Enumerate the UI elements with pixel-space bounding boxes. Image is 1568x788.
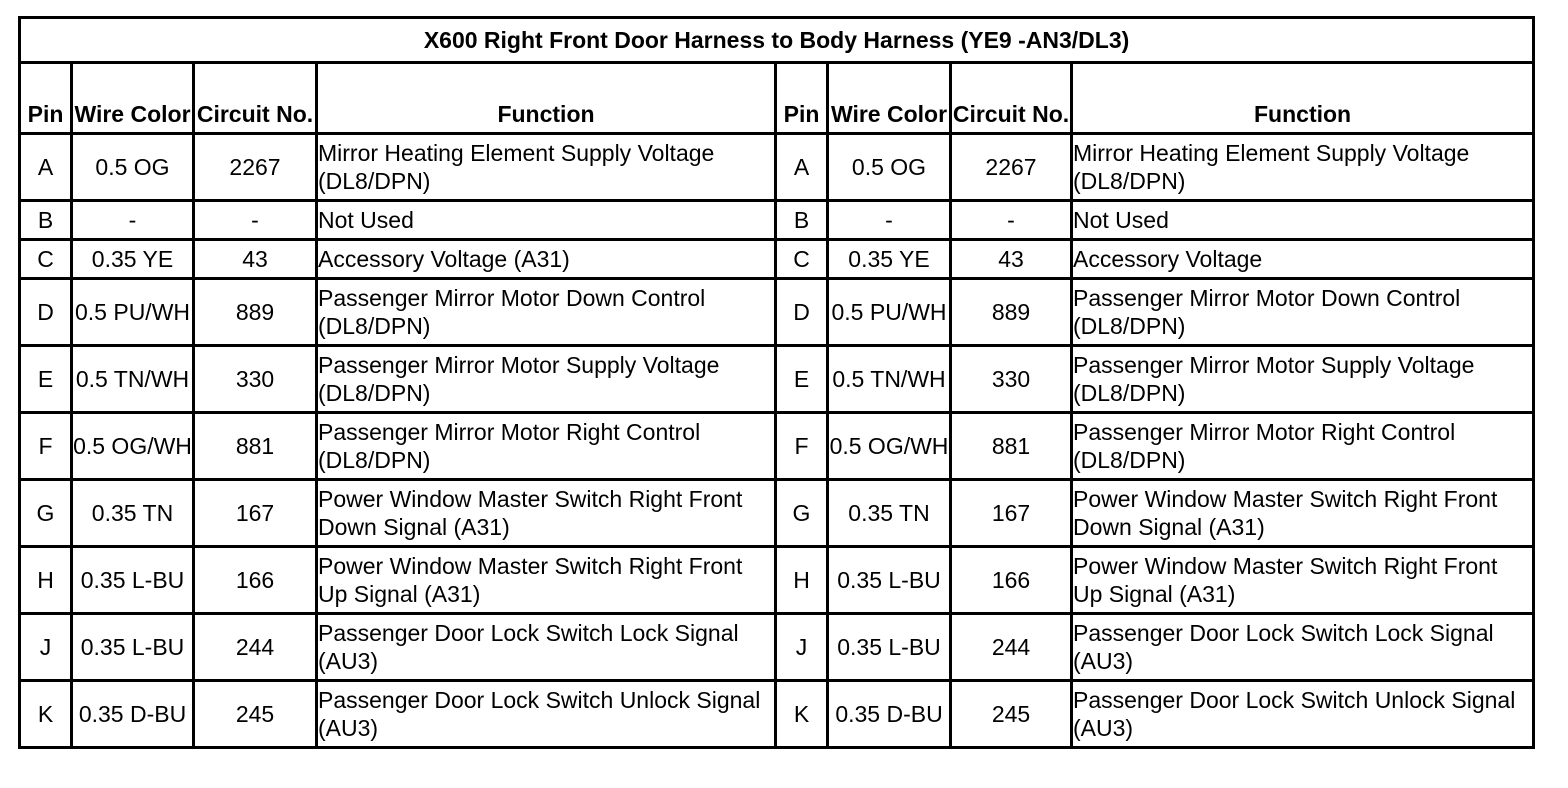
header-function-right: Function: [1072, 63, 1534, 134]
cell-circuit-no-left: 245: [194, 681, 317, 748]
table-title: X600 Right Front Door Harness to Body Harness (YE9 -AN3/DL3): [20, 18, 1534, 63]
cell-pin-right: J: [776, 614, 828, 681]
table-body: [20, 134, 1534, 748]
cell-wire-color-left: 0.35 L-BU: [72, 547, 194, 614]
cell-wire-color-right: 0.35 D-BU: [828, 681, 951, 748]
cell-pin-right: E: [776, 346, 828, 413]
cell-function-left: Power Window Master Switch Right Front Up Signal (A31): [317, 547, 776, 614]
cell-function-left: Passenger Door Lock Switch Unlock Signal (AU3): [317, 681, 776, 748]
cell-function-right: Passenger Door Lock Switch Unlock Signal (AU3): [1072, 681, 1534, 748]
cell-function-right: Passenger Mirror Motor Supply Voltage (DL8/DPN): [1072, 346, 1534, 413]
cell-circuit-no-left: 330: [194, 346, 317, 413]
cell-circuit-no-right: -: [951, 201, 1072, 240]
cell-circuit-no-right: 43: [951, 240, 1072, 279]
cell-function-right: Power Window Master Switch Right Front Down Signal (A31): [1072, 480, 1534, 547]
header-pin-right: Pin: [776, 63, 828, 134]
cell-wire-color-right: 0.35 TN: [828, 480, 951, 547]
cell-circuit-no-left: 43: [194, 240, 317, 279]
cell-wire-color-left: 0.35 L-BU: [72, 614, 194, 681]
cell-pin-right: D: [776, 279, 828, 346]
cell-pin-right: H: [776, 547, 828, 614]
cell-wire-color-right: 0.5 TN/WH: [828, 346, 951, 413]
cell-circuit-no-right: 2267: [951, 134, 1072, 201]
table-row: [20, 413, 1534, 480]
cell-wire-color-right: 0.5 PU/WH: [828, 279, 951, 346]
connector-table: [18, 16, 1535, 749]
table-row: [20, 480, 1534, 547]
cell-pin-right: C: [776, 240, 828, 279]
cell-wire-color-right: 0.5 OG: [828, 134, 951, 201]
cell-circuit-no-right: 244: [951, 614, 1072, 681]
table-row: [20, 201, 1534, 240]
cell-circuit-no-left: 2267: [194, 134, 317, 201]
cell-function-left: Passenger Mirror Motor Right Control (DL8/DPN): [317, 413, 776, 480]
cell-wire-color-left: 0.5 PU/WH: [72, 279, 194, 346]
cell-function-right: Not Used: [1072, 201, 1534, 240]
cell-pin-left: E: [20, 346, 72, 413]
header-pin-left: Pin: [20, 63, 72, 134]
cell-function-right: Accessory Voltage: [1072, 240, 1534, 279]
cell-function-right: Power Window Master Switch Right Front Up Signal (A31): [1072, 547, 1534, 614]
header-wire-color-left: Wire Color: [72, 63, 194, 134]
cell-function-left: Accessory Voltage (A31): [317, 240, 776, 279]
cell-circuit-no-right: 889: [951, 279, 1072, 346]
cell-wire-color-right: 0.35 L-BU: [828, 614, 951, 681]
table-row: [20, 681, 1534, 748]
cell-function-right: Mirror Heating Element Supply Voltage (DL8/DPN): [1072, 134, 1534, 201]
cell-circuit-no-left: 889: [194, 279, 317, 346]
cell-function-left: Passenger Door Lock Switch Lock Signal (AU3): [317, 614, 776, 681]
header-circuit-no-left: Circuit No.: [194, 63, 317, 134]
cell-pin-right: G: [776, 480, 828, 547]
header-row: [20, 63, 1534, 134]
cell-wire-color-left: 0.5 TN/WH: [72, 346, 194, 413]
cell-circuit-no-left: 166: [194, 547, 317, 614]
cell-wire-color-right: -: [828, 201, 951, 240]
cell-pin-left: H: [20, 547, 72, 614]
table-row: [20, 240, 1534, 279]
cell-pin-right: B: [776, 201, 828, 240]
cell-pin-right: A: [776, 134, 828, 201]
cell-wire-color-left: -: [72, 201, 194, 240]
cell-circuit-no-left: 167: [194, 480, 317, 547]
cell-circuit-no-left: 881: [194, 413, 317, 480]
cell-circuit-no-right: 881: [951, 413, 1072, 480]
cell-pin-left: A: [20, 134, 72, 201]
cell-pin-left: G: [20, 480, 72, 547]
cell-function-left: Passenger Mirror Motor Supply Voltage (DL8/DPN): [317, 346, 776, 413]
cell-pin-left: D: [20, 279, 72, 346]
cell-circuit-no-left: 244: [194, 614, 317, 681]
connector-table-container: [18, 16, 1532, 749]
cell-pin-left: B: [20, 201, 72, 240]
cell-wire-color-right: 0.35 L-BU: [828, 547, 951, 614]
cell-wire-color-left: 0.35 YE: [72, 240, 194, 279]
header-circuit-no-right: Circuit No.: [951, 63, 1072, 134]
table-row: [20, 279, 1534, 346]
cell-function-left: Not Used: [317, 201, 776, 240]
cell-wire-color-left: 0.5 OG/WH: [72, 413, 194, 480]
table-row: [20, 614, 1534, 681]
cell-circuit-no-right: 330: [951, 346, 1072, 413]
table-row: [20, 346, 1534, 413]
cell-pin-left: C: [20, 240, 72, 279]
cell-pin-left: K: [20, 681, 72, 748]
cell-wire-color-right: 0.35 YE: [828, 240, 951, 279]
cell-circuit-no-right: 166: [951, 547, 1072, 614]
cell-pin-left: J: [20, 614, 72, 681]
cell-function-left: Passenger Mirror Motor Down Control (DL8/DPN): [317, 279, 776, 346]
cell-circuit-no-right: 245: [951, 681, 1072, 748]
header-function-left: Function: [317, 63, 776, 134]
cell-function-left: Mirror Heating Element Supply Voltage (DL8/DPN): [317, 134, 776, 201]
cell-wire-color-left: 0.35 TN: [72, 480, 194, 547]
cell-function-right: Passenger Mirror Motor Down Control (DL8/DPN): [1072, 279, 1534, 346]
cell-pin-left: F: [20, 413, 72, 480]
cell-circuit-no-left: -: [194, 201, 317, 240]
cell-function-left: Power Window Master Switch Right Front Down Signal (A31): [317, 480, 776, 547]
cell-wire-color-left: 0.5 OG: [72, 134, 194, 201]
cell-pin-right: K: [776, 681, 828, 748]
cell-wire-color-left: 0.35 D-BU: [72, 681, 194, 748]
cell-function-right: Passenger Door Lock Switch Lock Signal (AU3): [1072, 614, 1534, 681]
header-wire-color-right: Wire Color: [828, 63, 951, 134]
cell-circuit-no-right: 167: [951, 480, 1072, 547]
cell-pin-right: F: [776, 413, 828, 480]
cell-wire-color-right: 0.5 OG/WH: [828, 413, 951, 480]
table-row: [20, 134, 1534, 201]
cell-function-right: Passenger Mirror Motor Right Control (DL8/DPN): [1072, 413, 1534, 480]
table-row: [20, 547, 1534, 614]
